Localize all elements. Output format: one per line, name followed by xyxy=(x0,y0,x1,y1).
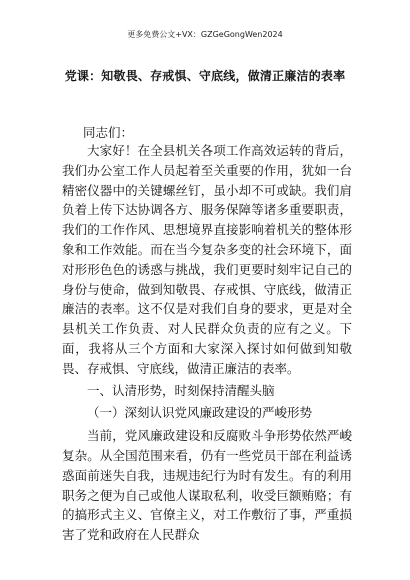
body-paragraph: 大家好！在全县机关各项工作高效运转的背后，我们办公室工作人员起着至关重要的作用，犹如一台精密仪器中的关键螺丝钉，虽小却不可或缺。我们肩负着上传下达协调各方、服务保障等诸多重要职责，我们的工作作风、思想境界直接影响着机关的整体形象和工作效能。而在当今复杂多变的社会环境下，面对形形色色的诱惑与挑战，我们更要时刻牢记自己的身份与使命，做到知敬畏、存戒惧、守底线，做清正廉洁的表率。这不仅是对我们自身的要求，更是对全县机关工作负责、对人民群众负责的应有之义。下面，我将从三个方面和大家深入探讨如何做到知敬畏、存戒惧、守底线，做清正廉洁的表率。 xyxy=(62,143,352,376)
body-paragraph: 当前，党风廉政建设和反腐败斗争形势依然严峻复杂。从全国范围来看，仍有一些党员干部在利益诱惑面前迷失自我，违规违纪行为时有发生。有的利用职务之便为自己或他人谋取私利，收受巨额贿赂；有的搞形式主义、官僚主义，对工作敷衍了事，严重损害了党和政府在人民群众 xyxy=(62,428,352,543)
subsection-heading: （一）深刻认识党风廉政建设的严峻形势 xyxy=(87,405,313,421)
section-heading: 一、认清形势，时刻保持清醒头脑 xyxy=(87,382,275,398)
document-title: 党课：知敬畏、存戒惧、守底线，做清正廉洁的表率 xyxy=(64,69,346,83)
header-note: 更多免费公文+VX：GZGeGongWen2024 xyxy=(127,30,283,39)
document-body xyxy=(62,141,352,545)
salutation: 同志们： xyxy=(83,125,134,140)
